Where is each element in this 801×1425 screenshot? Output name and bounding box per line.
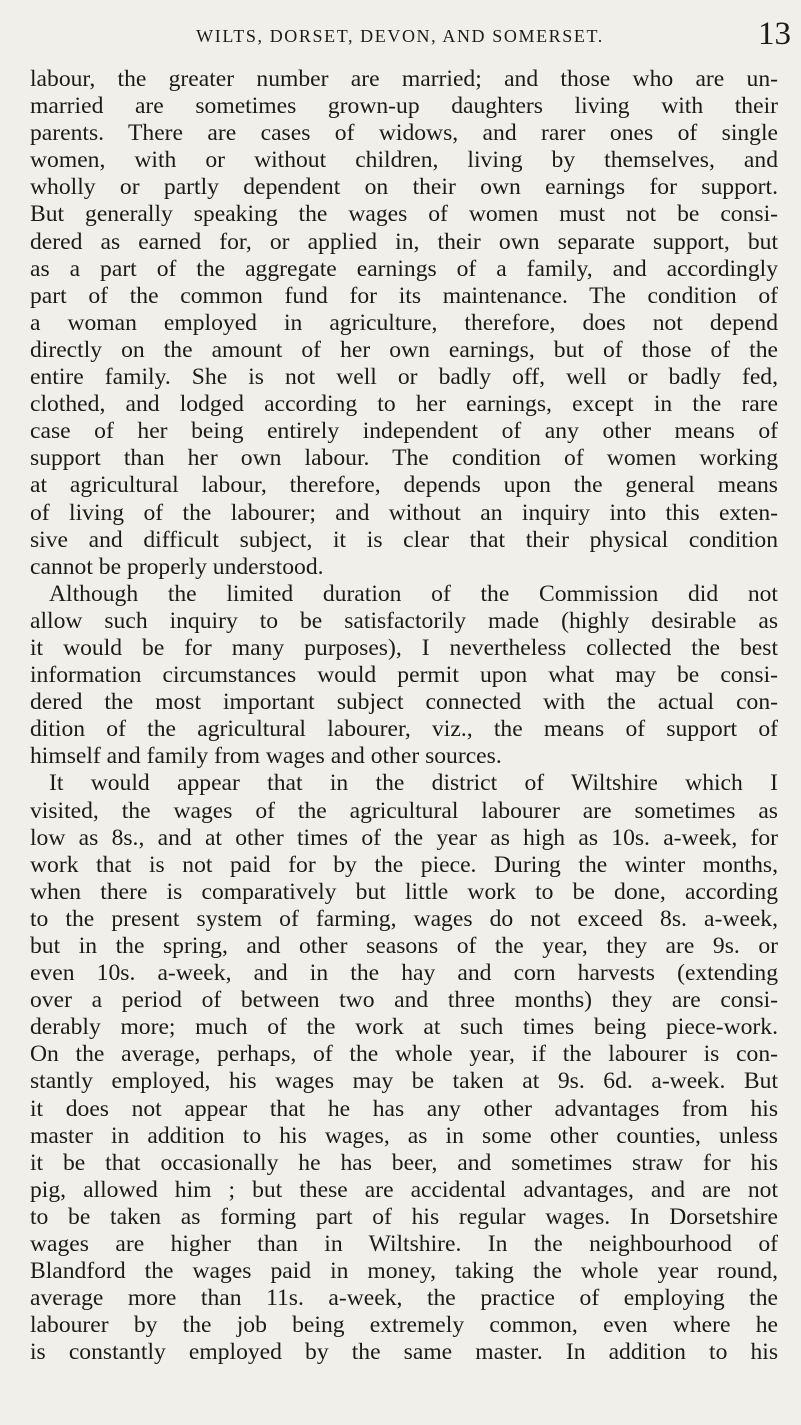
text-line: it does not appear that he has any other advantages from his [30, 1095, 778, 1122]
text-line: when there is comparatively but little work to be done, according [30, 878, 778, 905]
text-line: over a period of between two and three months) they are consi- [30, 987, 778, 1014]
text-line: a woman employed in agriculture, therefore, does not depend [30, 309, 778, 336]
text-line: On the average, perhaps, of the whole year, if the labourer is con- [30, 1041, 778, 1068]
page-header [30, 14, 801, 54]
text-line: at agricultural labour, therefore, depends upon the general means [30, 472, 778, 499]
text-line: dered the most important subject connected with the actual con- [30, 689, 778, 716]
text-line: low as 8s., and at other times of the year as high as 10s. a-week, for [30, 824, 778, 851]
text-line: average more than 11s. a-week, the practice of employing the [30, 1285, 778, 1312]
text-line: wages are higher than in Wiltshire. In the neighbourhood of [30, 1231, 778, 1258]
text-line: it be that occasionally he has beer, and sometimes straw for his [30, 1149, 778, 1176]
text-line: parents. There are cases of widows, and rarer ones of single [30, 120, 778, 147]
body-text [30, 66, 778, 1367]
text-line: entire family. She is not well or badly off, well or badly fed, [30, 364, 778, 391]
text-line: master in addition to his wages, as in some other counties, unless [30, 1122, 778, 1149]
text-line: married are sometimes grown-up daughters living with their [30, 93, 778, 120]
text-line: allow such inquiry to be satisfactorily made (highly desirable as [30, 607, 778, 634]
text-line: support than her own labour. The condition of women working [30, 445, 778, 472]
text-line: dered as earned for, or applied in, their own separate support, but [30, 228, 778, 255]
text-line: as a part of the aggregate earnings of a family, and accordingly [30, 255, 778, 282]
text-line: to the present system of farming, wages do not exceed 8s. a-week, [30, 905, 778, 932]
text-line: case of her being entirely independent of any other means of [30, 418, 778, 445]
text-line: labour, the greater number are married; and those who are un- [30, 66, 778, 92]
text-line: labourer by the job being extremely common, even where he [30, 1312, 778, 1339]
text-line: wholly or partly dependent on their own earnings for support. [30, 174, 778, 201]
running-head: WILTS, DORSET, DEVON, AND SOMERSET. [196, 26, 604, 46]
text-line: of living of the labourer; and without an inquiry into this exten- [30, 499, 778, 526]
text-line: visited, the wages of the agricultural labourer are sometimes as [30, 797, 778, 824]
text-line: Although the limited duration of the Commission did not [49, 580, 778, 607]
text-line: even 10s. a-week, and in the hay and corn harvests (extending [30, 960, 778, 987]
text-line: dition of the agricultural labourer, viz., the means of support of [30, 716, 778, 743]
text-line: information circumstances would permit upon what may be consi- [30, 662, 778, 689]
text-line: to be taken as forming part of his regular wages. In Dorsetshire [30, 1203, 778, 1230]
text-line: Blandford the wages paid in money, taking the whole year round, [30, 1258, 778, 1285]
text-line: derably more; much of the work at such times being piece-work. [30, 1014, 778, 1041]
text-line: It would appear that in the district of Wiltshire which I [49, 770, 778, 797]
page-number: 13 [758, 16, 791, 52]
text-line: but in the spring, and other seasons of the year, they are 9s. or [30, 933, 778, 959]
text-line: cannot be properly understood. [30, 553, 324, 580]
text-line: it would be for many purposes), I nevertheless collected the best [30, 634, 778, 661]
text-line: himself and family from wages and other sources. [30, 743, 502, 770]
text-line: work that is not paid for by the piece. During the winter months, [30, 851, 778, 878]
text-line: directly on the amount of her own earnings, but of those of the [30, 336, 778, 363]
text-line: sive and difficult subject, it is clear that their physical condition [30, 526, 778, 553]
text-line: stantly employed, his wages may be taken at 9s. 6d. a-week. But [30, 1068, 778, 1095]
text-line: clothed, and lodged according to her earnings, except in the rare [30, 391, 778, 418]
text-line: is constantly employed by the same master. In addition to his [30, 1339, 778, 1366]
text-line: part of the common fund for its maintenance. The condition of [30, 282, 778, 309]
text-line: But generally speaking the wages of women must not be consi- [30, 201, 778, 228]
text-line: women, with or without children, living by themselves, and [30, 147, 778, 174]
text-line: pig, allowed him ; but these are accidental advantages, and are not [30, 1176, 778, 1203]
